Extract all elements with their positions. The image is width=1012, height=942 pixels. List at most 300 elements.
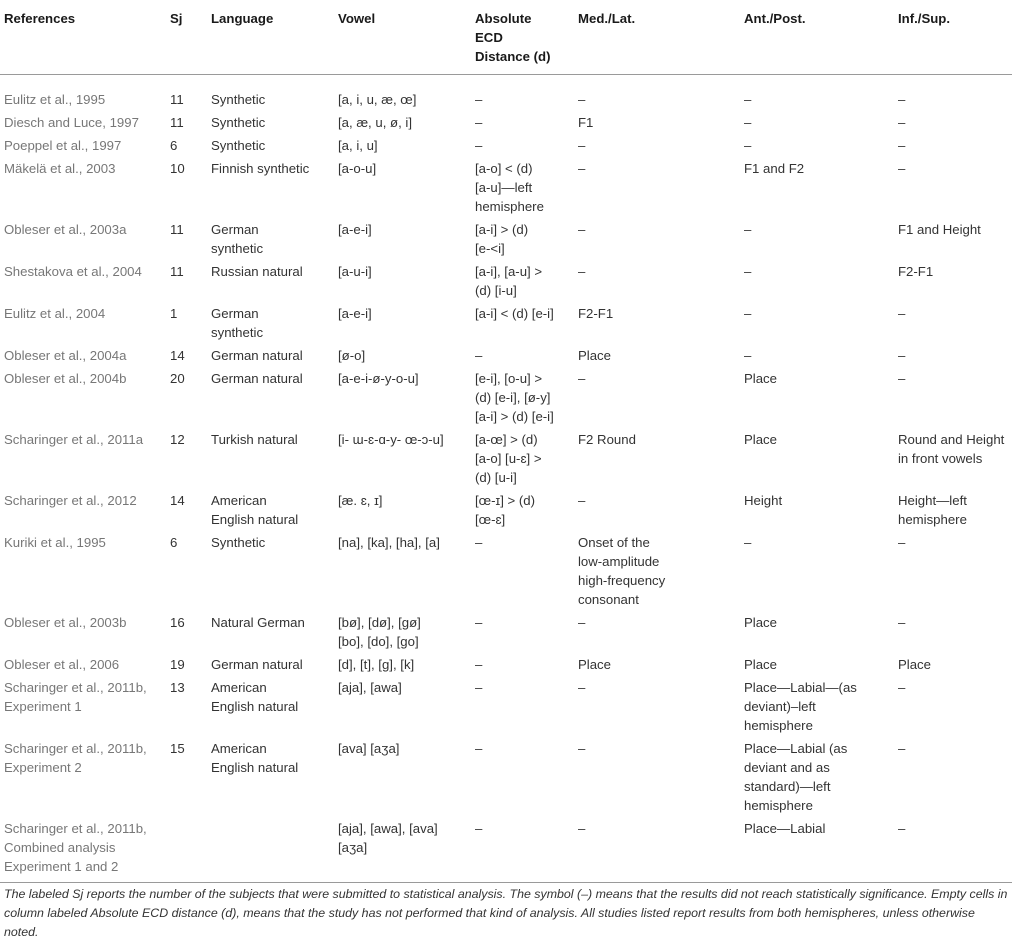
cell-ant-post-line: – (744, 306, 752, 321)
cell-vowel-line: [ava] [aʒa] (338, 741, 400, 756)
cell-language (207, 111, 334, 134)
cell-med-lat (574, 737, 740, 817)
cell-vowel-line: [d], [t], [g], [k] (338, 657, 415, 672)
cell-ecd-distance-line: [a-o] [u-ɛ] > (475, 451, 542, 466)
cell-ant-post-line: Place—Labial (as (744, 741, 848, 756)
cell-med-lat (574, 489, 740, 531)
cell-ant-post (740, 737, 894, 817)
cell-vowel (334, 218, 471, 260)
cell-ant-post-line: – (744, 222, 752, 237)
cell-ant-post (740, 260, 894, 302)
cell-ecd-distance-line: hemisphere (475, 199, 544, 214)
cell-reference (0, 676, 166, 737)
cell-inf-sup-line: Place (898, 657, 931, 672)
cell-ecd-distance-line: – (475, 535, 483, 550)
cell-ant-post-line: – (744, 535, 752, 550)
header-vowel: Vowel (334, 0, 471, 75)
table-row (0, 531, 1012, 611)
footnote-line: column labeled Absolute ECD distance (d), means that the study has not performed that kind of analysis. All studies listed report results from both hemispheres, unless otherwise noted. (4, 906, 975, 939)
cell-ecd-distance-line: (d) [i-u] (475, 283, 517, 298)
cell-sj (166, 817, 207, 883)
cell-reference (0, 367, 166, 428)
cell-sj: 13 (170, 680, 185, 695)
cell-inf-sup-line: Height—left (898, 493, 967, 508)
cell-ant-post-line: Place—Labial—(as (744, 680, 857, 695)
table-row (0, 737, 1012, 817)
cell-language-line: German natural (211, 371, 303, 386)
cell-inf-sup (894, 111, 1012, 134)
cell-sj: 11 (170, 264, 184, 279)
cell-ecd-distance-line: – (475, 115, 483, 130)
cell-ant-post (740, 653, 894, 676)
cell-reference-line: Experiment 1 and 2 (4, 859, 119, 874)
cell-reference-line: Obleser et al., 2003a (4, 222, 127, 237)
cell-ecd-distance (471, 367, 574, 428)
cell-vowel (334, 157, 471, 218)
cell-ecd-distance (471, 111, 574, 134)
cell-ecd-distance (471, 344, 574, 367)
cell-ecd-distance-line: – (475, 741, 483, 756)
cell-ant-post (740, 676, 894, 737)
cell-language-line: Finnish synthetic (211, 161, 310, 176)
cell-vowel-line: [æ. ɛ, ɪ] (338, 493, 383, 508)
cell-med-lat-line: high-frequency (578, 573, 666, 588)
cell-ant-post (740, 134, 894, 157)
cell-sj: 14 (170, 348, 185, 363)
cell-med-lat-line: low-amplitude (578, 554, 660, 569)
cell-reference-line: Scharinger et al., 2011b, (4, 680, 147, 695)
cell-reference-line: Scharinger et al., 2012 (4, 493, 137, 508)
cell-language (207, 218, 334, 260)
header-ant-post: Ant./Post. (740, 0, 894, 75)
cell-ant-post-line: F1 and F2 (744, 161, 805, 176)
cell-inf-sup-line: – (898, 161, 906, 176)
cell-med-lat-line: – (578, 821, 586, 836)
cell-sj: 1 (170, 306, 178, 321)
table-row (0, 489, 1012, 531)
cell-language-line: German natural (211, 348, 303, 363)
cell-language-line: English natural (211, 699, 299, 714)
cell-language-line: Turkish natural (211, 432, 298, 447)
cell-language (207, 531, 334, 611)
cell-ant-post (740, 75, 894, 112)
table-footnote (0, 885, 1012, 942)
cell-ecd-distance-line: [œ-ɛ] (475, 512, 506, 527)
cell-med-lat-line: F2 Round (578, 432, 636, 447)
cell-inf-sup (894, 218, 1012, 260)
cell-language (207, 428, 334, 489)
cell-vowel (334, 817, 471, 883)
cell-med-lat-line: – (578, 161, 586, 176)
cell-ant-post (740, 218, 894, 260)
cell-reference (0, 737, 166, 817)
cell-med-lat (574, 676, 740, 737)
cell-med-lat-line: Place (578, 657, 611, 672)
cell-inf-sup-line: – (898, 371, 906, 386)
cell-vowel-line: [aʒa] (338, 840, 368, 855)
cell-ant-post (740, 489, 894, 531)
cell-inf-sup-line: Round and Height (898, 432, 1005, 447)
cell-inf-sup-line: – (898, 615, 906, 630)
cell-ant-post-line: Place (744, 615, 777, 630)
cell-ant-post-line: – (744, 115, 752, 130)
cell-inf-sup (894, 260, 1012, 302)
cell-med-lat (574, 428, 740, 489)
cell-med-lat-line: – (578, 138, 586, 153)
cell-ecd-distance-line: – (475, 821, 483, 836)
cell-reference (0, 75, 166, 112)
cell-language-line: synthetic (211, 241, 264, 256)
cell-ant-post-line: Place (744, 432, 777, 447)
cell-reference-line: Kuriki et al., 1995 (4, 535, 106, 550)
cell-ant-post-line: Place—Labial (744, 821, 826, 836)
cell-reference-line: Diesch and Luce, 1997 (4, 115, 139, 130)
cell-med-lat (574, 653, 740, 676)
cell-vowel (334, 302, 471, 344)
cell-ant-post-line: – (744, 138, 752, 153)
cell-ecd-distance-line: – (475, 657, 483, 672)
cell-med-lat-line: – (578, 92, 586, 107)
cell-ant-post (740, 817, 894, 883)
cell-reference-line: Scharinger et al., 2011a (4, 432, 144, 447)
cell-language-line: German natural (211, 657, 303, 672)
cell-ecd-distance-line: [a-i] < (d) [e-i] (475, 306, 554, 321)
cell-reference (0, 653, 166, 676)
cell-inf-sup-line: – (898, 115, 906, 130)
cell-inf-sup-line: – (898, 741, 906, 756)
cell-language-line: Russian natural (211, 264, 303, 279)
cell-language-line: Natural German (211, 615, 305, 630)
cell-ecd-distance (471, 157, 574, 218)
cell-ant-post-line: deviant and as (744, 760, 830, 775)
cell-language-line: German (211, 306, 259, 321)
cell-med-lat-line: F2-F1 (578, 306, 614, 321)
cell-reference-line: Obleser et al., 2004b (4, 371, 127, 386)
footnote-line: The labeled Sj reports the number of the subjects that were submitted to statistical analysis. The symbol (–) means that the results did not reach statistically significance. Empty cells in (4, 887, 1008, 901)
cell-med-lat-line: – (578, 493, 586, 508)
cell-med-lat (574, 111, 740, 134)
cell-reference-line: Eulitz et al., 2004 (4, 306, 106, 321)
cell-vowel-line: [na], [ka], [ha], [a] (338, 535, 440, 550)
cell-language-line: German (211, 222, 259, 237)
cell-med-lat (574, 344, 740, 367)
cell-reference-line: Poeppel et al., 1997 (4, 138, 122, 153)
cell-reference-line: Combined analysis (4, 840, 116, 855)
table-row (0, 676, 1012, 737)
cell-vowel (334, 260, 471, 302)
cell-reference-line: Mäkelä et al., 2003 (4, 161, 116, 176)
cell-sj: 6 (170, 535, 178, 550)
cell-reference (0, 428, 166, 489)
table-row (0, 157, 1012, 218)
cell-vowel (334, 134, 471, 157)
cell-language-line: Synthetic (211, 535, 266, 550)
cell-ecd-distance-line: [a-o] < (d) (475, 161, 533, 176)
cell-language (207, 157, 334, 218)
cell-vowel (334, 367, 471, 428)
header-ecd-line: ECD (475, 30, 503, 45)
cell-inf-sup (894, 531, 1012, 611)
cell-med-lat-line: – (578, 615, 586, 630)
cell-vowel (334, 531, 471, 611)
cell-med-lat (574, 302, 740, 344)
cell-language (207, 611, 334, 653)
cell-inf-sup-line: – (898, 306, 906, 321)
cell-language-line: synthetic (211, 325, 264, 340)
cell-inf-sup (894, 134, 1012, 157)
cell-inf-sup (894, 737, 1012, 817)
cell-ant-post-line: deviant)–left (744, 699, 816, 714)
cell-ecd-distance (471, 489, 574, 531)
table-row (0, 218, 1012, 260)
cell-ant-post-line: – (744, 264, 752, 279)
cell-reference-line: Obleser et al., 2004a (4, 348, 127, 363)
cell-vowel-line: [a-e-i] (338, 306, 372, 321)
cell-language (207, 653, 334, 676)
cell-reference-line: Scharinger et al., 2011b, (4, 741, 147, 756)
cell-reference (0, 344, 166, 367)
cell-reference (0, 260, 166, 302)
cell-language (207, 134, 334, 157)
cell-ant-post-line: hemisphere (744, 718, 813, 733)
cell-language (207, 737, 334, 817)
cell-ecd-distance (471, 75, 574, 112)
cell-med-lat-line: – (578, 371, 586, 386)
cell-ecd-distance-line: (d) [e-i], [ø-y] (475, 390, 551, 405)
cell-inf-sup-line: – (898, 680, 906, 695)
cell-vowel (334, 653, 471, 676)
cell-ecd-distance (471, 653, 574, 676)
cell-reference-line: Experiment 2 (4, 760, 82, 775)
cell-inf-sup-line: – (898, 348, 906, 363)
cell-vowel-line: [a-e-i-ø-y-o-u] (338, 371, 419, 386)
cell-ant-post (740, 111, 894, 134)
cell-inf-sup (894, 157, 1012, 218)
cell-inf-sup (894, 817, 1012, 883)
cell-med-lat (574, 367, 740, 428)
table-row (0, 817, 1012, 883)
cell-med-lat (574, 817, 740, 883)
cell-med-lat-line: – (578, 222, 586, 237)
cell-sj: 12 (170, 432, 185, 447)
cell-ecd-distance-line: [a-u]—left (475, 180, 533, 195)
cell-inf-sup-line: F1 and Height (898, 222, 981, 237)
cell-vowel-line: [a, i, u, æ, œ] (338, 92, 417, 107)
cell-reference-line: Shestakova et al., 2004 (4, 264, 142, 279)
cell-ecd-distance-line: – (475, 680, 483, 695)
cell-reference-line: Eulitz et al., 1995 (4, 92, 106, 107)
cell-reference-line: Obleser et al., 2003b (4, 615, 127, 630)
cell-inf-sup-line: F2-F1 (898, 264, 934, 279)
cell-vowel-line: [bo], [do], [go] (338, 634, 419, 649)
cell-language-line: American (211, 741, 267, 756)
header-med-lat: Med./Lat. (574, 0, 740, 75)
cell-med-lat (574, 157, 740, 218)
cell-ant-post (740, 611, 894, 653)
cell-ecd-distance-line: [œ-ɪ] > (d) (475, 493, 536, 508)
cell-reference (0, 157, 166, 218)
cell-sj: 20 (170, 371, 185, 386)
cell-reference (0, 111, 166, 134)
cell-reference (0, 134, 166, 157)
cell-language (207, 75, 334, 112)
cell-vowel (334, 676, 471, 737)
cell-vowel (334, 489, 471, 531)
cell-ecd-distance (471, 218, 574, 260)
cell-vowel (334, 111, 471, 134)
cell-ecd-distance-line: [a-i] > (d) [e-i] (475, 409, 554, 424)
cell-ecd-distance (471, 611, 574, 653)
cell-vowel (334, 737, 471, 817)
cell-inf-sup-line: – (898, 138, 906, 153)
table-row (0, 75, 1012, 112)
cell-reference (0, 817, 166, 883)
cell-reference (0, 302, 166, 344)
cell-language-line: American (211, 680, 267, 695)
cell-language-line: American (211, 493, 267, 508)
cell-ecd-distance-line: – (475, 615, 483, 630)
cell-ant-post-line: Place (744, 657, 777, 672)
cell-ecd-distance-line: – (475, 348, 483, 363)
cell-med-lat-line: – (578, 741, 586, 756)
cell-inf-sup-line: – (898, 92, 906, 107)
cell-ecd-distance (471, 302, 574, 344)
cell-med-lat-line: Onset of the (578, 535, 650, 550)
cell-reference (0, 531, 166, 611)
cell-inf-sup (894, 653, 1012, 676)
cell-vowel-line: [bø], [dø], [gø] (338, 615, 421, 630)
cell-reference-line: Scharinger et al., 2011b, (4, 821, 147, 836)
cell-ecd-distance (471, 428, 574, 489)
cell-vowel-line: [aja], [awa] (338, 680, 402, 695)
cell-reference (0, 218, 166, 260)
header-ecd-distance (471, 0, 574, 75)
header-language: Language (207, 0, 334, 75)
cell-med-lat-line: consonant (578, 592, 639, 607)
table-row (0, 653, 1012, 676)
cell-inf-sup (894, 428, 1012, 489)
cell-sj: 16 (170, 615, 185, 630)
cell-ecd-distance (471, 817, 574, 883)
cell-sj: 14 (170, 493, 185, 508)
cell-sj: 15 (170, 741, 185, 756)
cell-ecd-distance (471, 676, 574, 737)
cell-inf-sup (894, 676, 1012, 737)
cell-inf-sup (894, 344, 1012, 367)
cell-ecd-distance (471, 134, 574, 157)
cell-ant-post (740, 428, 894, 489)
cell-sj: 11 (170, 115, 184, 130)
cell-ecd-distance-line: – (475, 92, 483, 107)
table-body (0, 75, 1012, 883)
cell-language-line: Synthetic (211, 92, 266, 107)
cell-ecd-distance (471, 531, 574, 611)
cell-vowel-line: [a, i, u] (338, 138, 378, 153)
cell-sj: 19 (170, 657, 185, 672)
cell-med-lat-line: F1 (578, 115, 594, 130)
cell-ecd-distance-line: [a-i] > (d) (475, 222, 529, 237)
cell-vowel (334, 344, 471, 367)
cell-med-lat (574, 531, 740, 611)
cell-vowel (334, 611, 471, 653)
cell-ant-post-line: hemisphere (744, 798, 813, 813)
cell-vowel-line: [a-o-u] (338, 161, 377, 176)
cell-ecd-distance (471, 260, 574, 302)
cell-med-lat-line: – (578, 680, 586, 695)
table-row (0, 367, 1012, 428)
cell-inf-sup-line: – (898, 535, 906, 550)
cell-med-lat (574, 218, 740, 260)
cell-ant-post (740, 344, 894, 367)
cell-ecd-distance-line: – (475, 138, 483, 153)
cell-ant-post-line: standard)—left (744, 779, 831, 794)
cell-ecd-distance-line: [a-i], [a-u] > (475, 264, 543, 279)
cell-inf-sup-line: in front vowels (898, 451, 983, 466)
cell-inf-sup-line: hemisphere (898, 512, 967, 527)
cell-sj: 6 (170, 138, 178, 153)
cell-inf-sup (894, 611, 1012, 653)
cell-ecd-distance-line: [e-i], [o-u] > (475, 371, 543, 386)
table-row (0, 260, 1012, 302)
header-references: References (0, 0, 166, 75)
cell-reference (0, 489, 166, 531)
table-row (0, 302, 1012, 344)
table-row (0, 134, 1012, 157)
header-inf-sup: Inf./Sup. (894, 0, 1012, 75)
cell-ant-post (740, 367, 894, 428)
header-row (0, 0, 1012, 75)
cell-med-lat (574, 75, 740, 112)
cell-inf-sup (894, 367, 1012, 428)
cell-ant-post (740, 157, 894, 218)
cell-vowel (334, 75, 471, 112)
cell-language (207, 344, 334, 367)
cell-med-lat (574, 611, 740, 653)
cell-ant-post-line: – (744, 348, 752, 363)
cell-ecd-distance-line: (d) [u-i] (475, 470, 517, 485)
header-sj: Sj (166, 0, 207, 75)
cell-language (207, 817, 334, 883)
cell-ant-post-line: – (744, 92, 752, 107)
cell-vowel-line: [ø-o] (338, 348, 366, 363)
header-ecd-line: Distance (d) (475, 49, 551, 64)
table-row (0, 111, 1012, 134)
cell-vowel-line: [aja], [awa], [ava] (338, 821, 438, 836)
cell-ecd-distance-line: [a-œ] > (d) (475, 432, 538, 447)
cell-inf-sup (894, 489, 1012, 531)
cell-ant-post-line: Height (744, 493, 783, 508)
cell-language-line: Synthetic (211, 115, 266, 130)
cell-ant-post (740, 302, 894, 344)
cell-inf-sup-line: – (898, 821, 906, 836)
cell-med-lat (574, 134, 740, 157)
cell-med-lat-line: Place (578, 348, 611, 363)
cell-vowel-line: [i- ɯ-ɛ-ɑ-y- œ-ɔ-u] (338, 432, 444, 447)
cell-inf-sup (894, 302, 1012, 344)
cell-reference-line: Obleser et al., 2006 (4, 657, 120, 672)
cell-med-lat-line: – (578, 264, 586, 279)
cell-language (207, 367, 334, 428)
cell-inf-sup (894, 75, 1012, 112)
cell-vowel-line: [a, æ, u, ø, i] (338, 115, 413, 130)
cell-vowel-line: [a-u-i] (338, 264, 372, 279)
cell-language (207, 489, 334, 531)
cell-sj: 11 (170, 222, 184, 237)
cell-language-line: English natural (211, 512, 299, 527)
cell-sj: 10 (170, 161, 185, 176)
cell-reference (0, 611, 166, 653)
table-row (0, 344, 1012, 367)
